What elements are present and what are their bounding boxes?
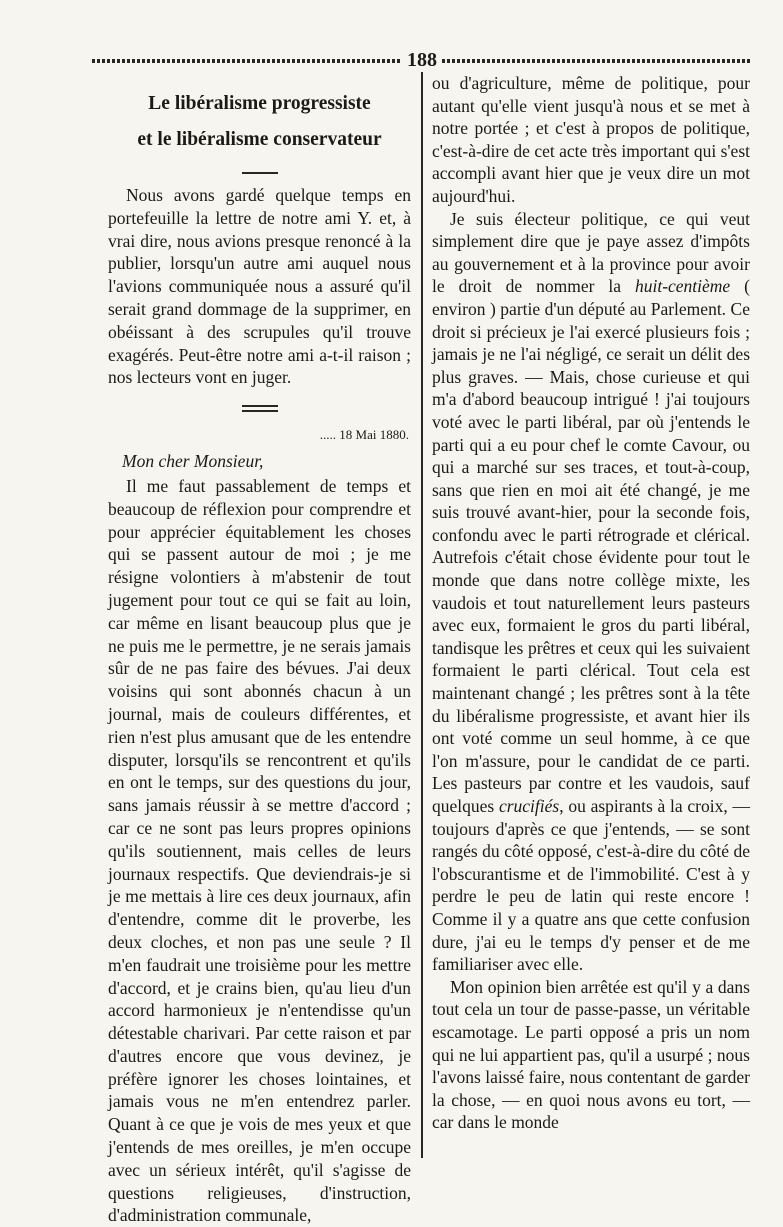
article-title-line2: et le libéralisme conservateur [137,129,382,150]
article-title-line1: Le libéralisme progressiste [148,93,371,114]
right-column [432,72,750,1134]
column-divider [421,72,423,1158]
elector-text-a: Je suis électeur politique, ce qui veut simplement dire que je paye assez d'impôts au gouvernement et à la province pour avoir le droit de nommer la [432,208,750,297]
page-number: 188 [407,49,437,71]
elector-text-b: ( environ ) partie d'un député au Parlement. Ce droit si précieux je l'ai exercé plusieurs fois ; jamais je ne l'ai négligé, ce serait un délit des plus graves. — Mais, chose curieuse et qui m'a d'abord beaucoup intrigué ! j'ai toujours voté avec le parti libéral, par où j'entends le parti qui a eu pour chef le comte Cavour, ou qui a marché sur ses traces, et tout-à-coup, sans que rien en moi ait été changé, je me suis trouvé avant-hier, pour la seconde fois, confondu avec le parti rétrograde et clérical. Autrefois c'était chose évidente pour tout le monde que dans notre collège mixte, les vaudois et tout naturellement leurs pasteurs avec eux, formaient le gros du parti libéral, tandisque les prêtres et ceux qui les suivaient formaient le parti clérical. Tout cela est maintenant changé ; les prêtres sont à la tête du libéralisme progressiste, et avant hier ils ont voté comme un seul homme, à ce que l'on m'assure, pour le candidat de ce parti. Les pasteurs par contre et les vaudois, sauf quelques [432,276,750,816]
elector-italic-term2: crucifiés [498,796,560,816]
article-title [108,86,411,158]
header-ornament-left [92,59,402,63]
opinion-paragraph: Mon opinion bien arrêtée est qu'il y a dans tout cela un tour de passe-passe, un véritable escamotage. Le parti opposé a pris un nom qui ne lui appartient pas, qu'il a usurpé ; nous l'avons laissé faire, nous contentant de garder la chose, — en quoi nous avons eu tort, — car dans le monde [432,976,750,1133]
header-ornament-right [442,59,752,63]
left-column [108,86,411,1227]
elector-italic-term: huit-centième [634,276,731,297]
title-rule [242,172,278,174]
continued-paragraph: ou d'agriculture, même de politique, pour autant qu'elle vient jusqu'à nous et se met à notre portée ; et c'est à propos de politique, c'est-à-dire de cet acte très important qui s'est accompli avant hier que je veux dire un mot aujourd'hui. [432,73,750,206]
letter-body-paragraph: Il me faut passablement de temps et beaucoup de réflexion pour comprendre et pour apprécier équitablement les choses qui se passent autour de moi ; je me résigne volontiers à m'abstenir de tout jugement pour tout ce qui se fait au loin, car même en lisant beaucoup plus que je ne puis me le permettre, je ne serais jamais sûr de ne pas faire des bévues. J'ai deux voisins qui sont abonnés chacun à un journal, mais de couleurs différentes, et rien n'est plus amusant que de les entendre disputer, lorsqu'ils se rencontrent et qu'ils en ont le temps, sur des questions du jour, sans jamais réussir à se mettre d'accord ; car ce ne sont pas leurs propres opinions qu'ils soutiennent, mais celles de leurs journaux respectifs. Que deviendrais-je si je me mettais à lire ces deux journaux, afin d'entendre, comme dit le proverbe, les deux cloches, et non pas une seule ? Il m'en faudrait une troisième pour les mettre d'accord, et je crains bien, qu'au lieu d'un accord harmonieux je n'entendisse qu'un détestable charivari. Par cette raison et par d'autres encore que vous devinez, je préfère ignorer les choses lointaines, et jamais vous ne m'en entendrez parler. Quant à ce que je vois de mes yeux et que j'entends de mes oreilles, je m'en occupe avec un sérieux intérêt, qu'il s'agisse de questions religieuses, d'instruction, d'administration communale, [108,475,411,1226]
page-header [92,48,752,72]
letter-salutation: Mon cher Monsieur, [122,451,264,472]
editorial-intro: Nous avons gardé quelque temps en portefeuille la lettre de notre ami Y. et, à vrai dire, nous avions presque renoncé à la publier, lorsqu'un autre ami auquel nous l'avions communiquée nous a assuré qu'il serait grand dommage de la supprimer, en obéissant à des scrupules qu'il trouve exagérés. Peut-être notre ami a-t-il raison ; nos lecteurs vont en juger. [108,185,411,388]
elector-paragraph [432,208,750,976]
elector-text-c: , ou aspirants à la croix, — toujours d'après ce que j'entends, — se sont rangés du côté opposé, c'est-à-dire du côté de l'obscurantisme et de l'immobilité. C'est à y perdre le peu de latin qui reste encore ! Comme il y a quatre ans que cette confusion dure, j'ai eu le temps d'y penser et de me familiariser avec elle. [432,796,750,975]
section-rule [242,405,278,412]
letter-dateline: ..... 18 Mai 1880. [319,427,409,443]
